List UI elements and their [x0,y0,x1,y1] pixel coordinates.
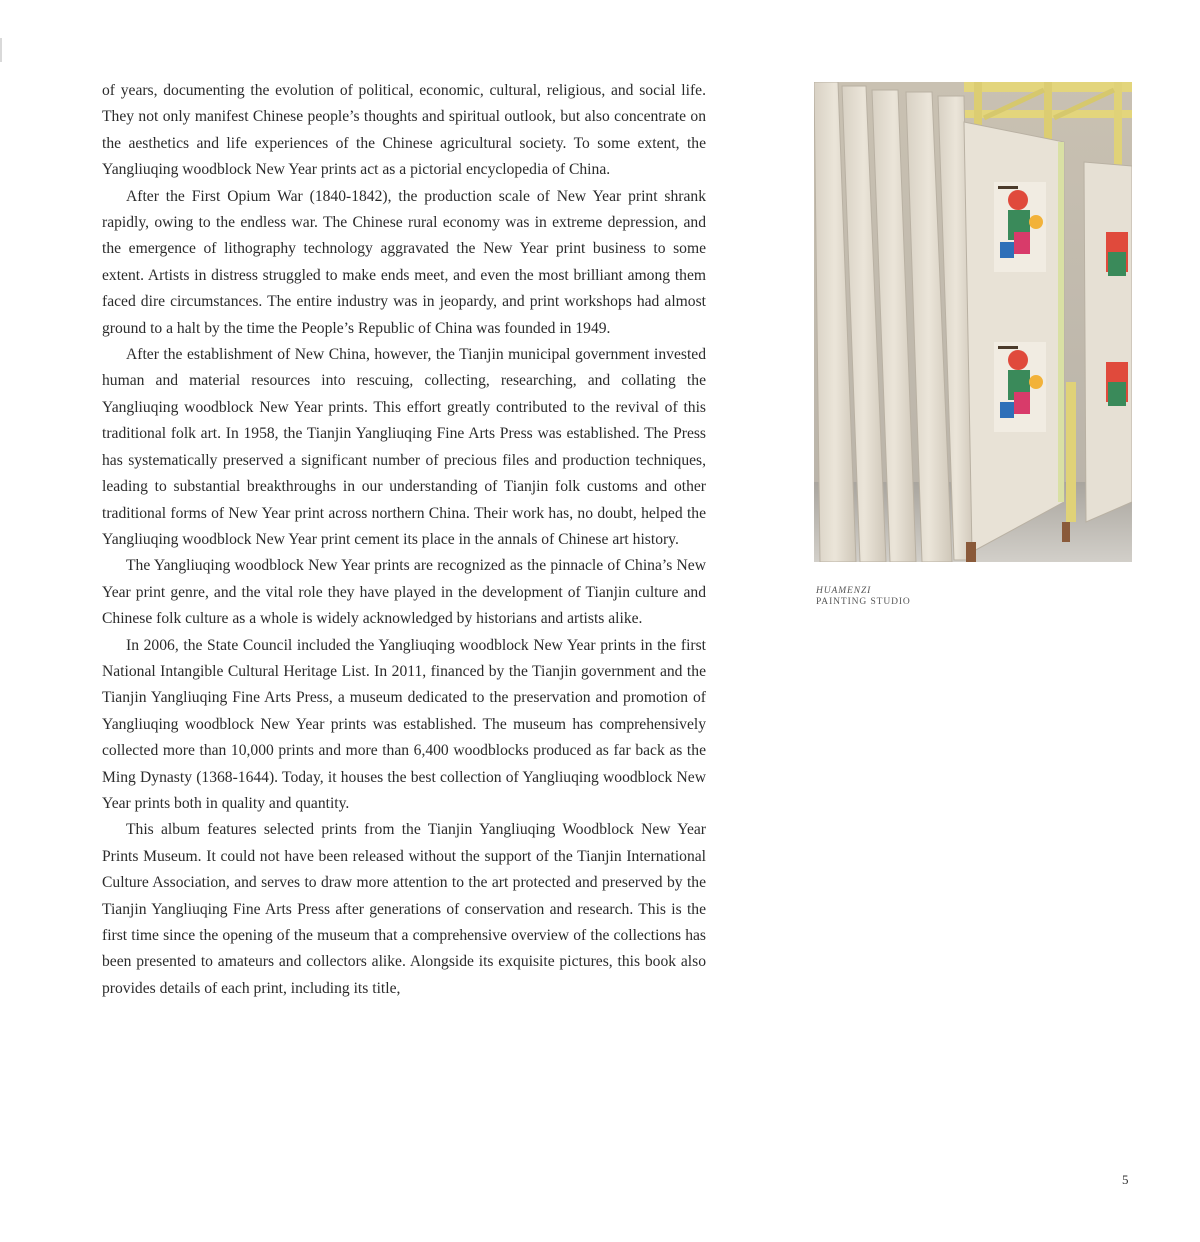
caption-title: HUAMENZI [816,586,872,596]
caption-subtitle: PAINTING STUDIO [816,597,911,607]
print-figure-lower [994,342,1046,432]
studio-photo-illustration [814,82,1132,562]
page-edge-mark [0,38,2,62]
paragraph-1: of years, documenting the evolution of political, economic, cultural, religious, and social life. They not only manifest Chinese people’s thoughts and spiritual outlook, but also concentrate on the aesthetics and life experiences of the Chinese agricultural society. To some extent, the Yangliuqing woodblock New Year prints act as a pictorial encyclopedia of China. [102,82,706,179]
paragraph-4: The Yangliuqing woodblock New Year prints are recognized as the pinnacle of China’s New Year print genre, and the vital role they have played in the development of Tianjin culture and Chinese folk culture as a whole is widely acknowledged by historians and artists alike. [102,557,706,628]
studio-photo [814,82,1132,562]
paragraph-5: In 2006, the State Council included the Yangliuqing woodblock New Year prints in the first National Intangible Cultural Heritage List. In 2011, financed by the Tianjin government and the Tianjin Yangliuqing Fine Arts Press, a museum dedicated to the preservation and promotion of Yangliuqing woodblock New Year prints was established. The museum has comprehensively collected more than 10,000 prints and more than 6,400 woodblocks produced as far back as the Ming Dynasty (1368-1644). Today, it houses the best collection of Yangliuqing woodblock New Year prints both in quality and quantity. [102,636,706,812]
paragraph-2: After the First Opium War (1840-1842), the production scale of New Year print shrank rapidly, owing to the endless war. The Chinese rural economy was in extreme depression, and the emergence of lithography technology aggravated the New Year print business to some extent. Artists in distress struggled to make ends meet, and even the most brilliant among them faced dire circumstances. The entire industry was in jeopardy, and print workshops had almost ground to a halt by the time the People’s Republic of China was founded in 1949. [102,187,706,337]
page-number: 5 [1122,1172,1129,1187]
paragraph-3: After the establishment of New China, however, the Tianjin municipal government invested human and material resources into rescuing, collecting, researching, and collating the Yangliuqing woodblock New Year prints. This effort greatly contributed to the revival of this traditional folk art. In 1958, the Tianjin Yangliuqing Fine Arts Press was established. The Press has systematically preserved a significant number of precious files and production techniques, leading to substantial breakthroughs in our understanding of Tianjin folk customs and other traditional forms of New Year print across northern China. Their work has, no doubt, helped the Yangliuqing woodblock New Year print cement its place in the annals of Chinese art history. [102,346,706,548]
body-text-column [102,78,706,1002]
print-figure-upper [994,182,1046,272]
paragraph-6: This album features selected prints from the Tianjin Yangliuqing Woodblock New Year Prints Museum. It could not have been released without the support of the Tianjin International Culture Association, and serves to draw more attention to the art protected and preserved by the Tianjin Yangliuqing Fine Arts Press after generations of conservation and research. This is the first time since the opening of the museum that a comprehensive overview of the collections has been presented to amateurs and collectors alike. Alongside its exquisite pictures, this book also provides details of each print, including its title, [102,821,706,997]
photo-caption [816,586,1056,608]
